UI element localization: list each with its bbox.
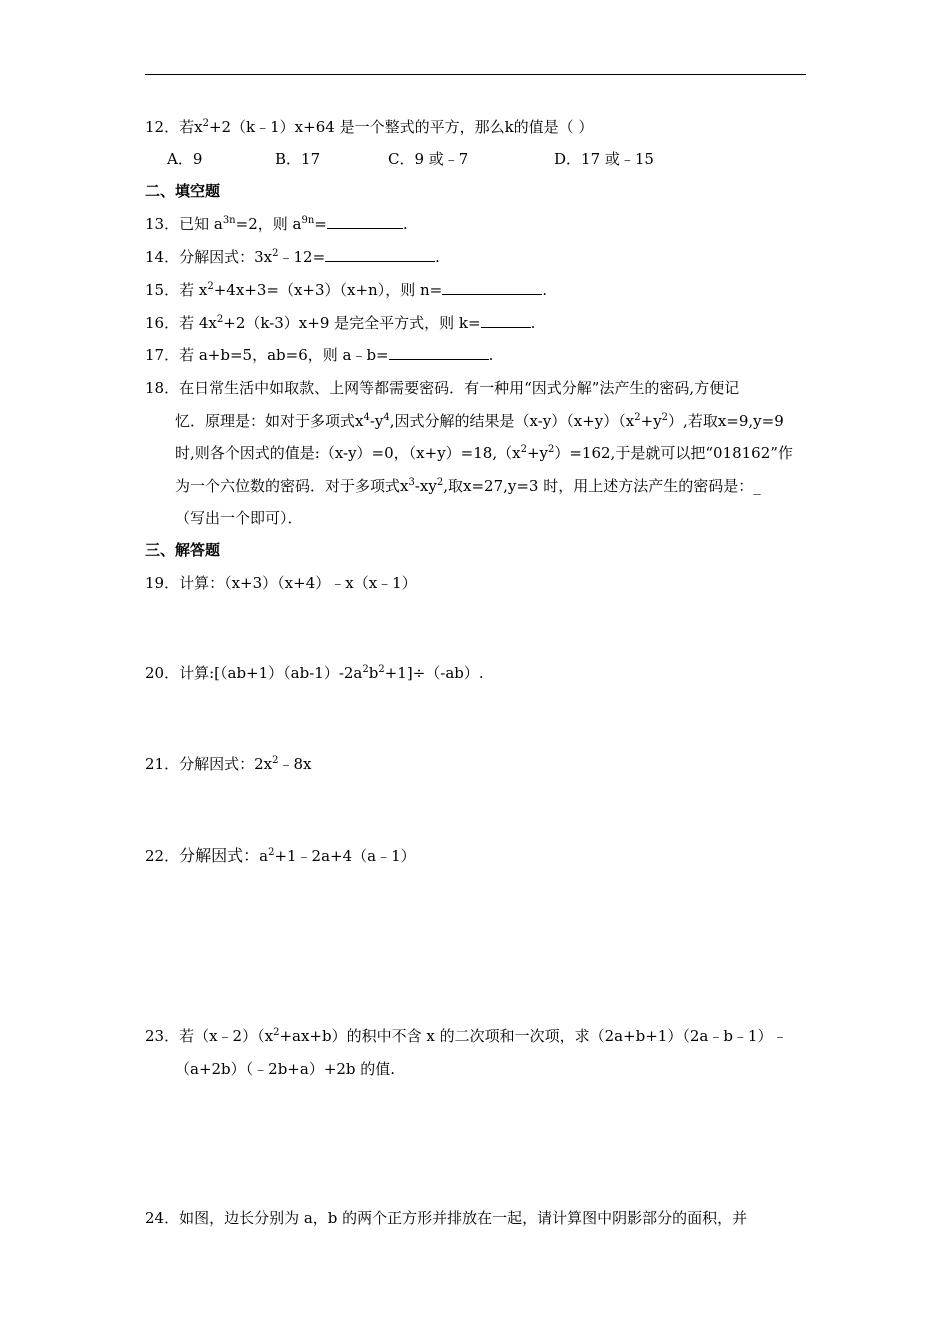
question-13: 13．已知 $a^{3n}=2$，则 $a^{9n}=$ . <box>145 215 408 233</box>
question-14: 14．分解因式：$3x^2﹣12=$ . <box>145 248 440 266</box>
question-16: 16．若 $4x^2+2(k-3)x+9$ 是完全平方式，则 k= . <box>145 314 536 332</box>
question-23: 23．若$(x﹣2)(x^2+ax+b)$的积中不含 x 的二次项和一次项，求（2a+b+1）（2a﹣b﹣1）﹣ <box>145 1027 788 1045</box>
option-c: C．9 或﹣7 <box>388 150 469 168</box>
answer-blank <box>481 313 531 328</box>
question-number: 12． <box>145 118 180 136</box>
question-18-line-3: 时,则各个因式的值是:（x-y）=0，$(x+y)=18,(x^2+y^2)=162$,于是就可以把“018162”作 <box>175 444 793 462</box>
question-18: 18．在日常生活中如取款、上网等都需要密码．有一种用“因式分解”法产生的密码,方便记 <box>145 379 740 397</box>
answer-blank <box>442 280 542 295</box>
question-21: 21．分解因式：$2x^2﹣8x$ <box>145 755 312 773</box>
question-15: 15．若 $x^2+4x+3=(x+3)(x+n)$，则 n= . <box>145 281 547 299</box>
question-23-line-2: （a+2b）（﹣2b+a）+2b 的值. <box>175 1060 396 1078</box>
section-solutions: 三、解答题 <box>145 541 221 559</box>
question-17: 17．若 a+b=5，ab=6，则 a﹣b= . <box>145 346 494 364</box>
option-d: D．17 或﹣15 <box>554 150 654 168</box>
answer-blank <box>327 214 403 229</box>
header-rule <box>145 74 806 75</box>
question-24: 24．如图，边长分别为 a，b 的两个正方形并排放在一起，请计算图中阴影部分的面积，并 <box>145 1209 748 1227</box>
option-a: A．9 <box>167 150 203 168</box>
question-18-line-5: （写出一个即可）． <box>175 509 303 527</box>
question-12: 12．若$x^2+2(k﹣1)x+64$ 是一个整式的平方，那么k的值是（ ） <box>145 118 594 136</box>
answer-blank <box>389 345 489 360</box>
option-b: B．17 <box>275 150 321 168</box>
question-19: 19．计算：（x+3）（x+4）﹣x（x﹣1） <box>145 574 417 592</box>
question-12-options <box>167 149 654 169</box>
question-18-line-4: 为一个六位数的密码．对于多项式$x^3-xy^2$,取x=27,y=3 时，用上述方法产生的密码是：_ <box>175 477 761 495</box>
section-fill-in: 二、填空题 <box>145 182 221 200</box>
question-20: 20．计算$:[(ab+1)(ab-1)-2a^2b^2+1]\div(-ab)$. <box>145 664 484 682</box>
question-22: 22．分解因式：$a^2+1﹣2a+4(a﹣1)$ <box>145 846 416 865</box>
answer-blank <box>325 247 435 262</box>
question-18-line-2: 忆．原理是：如对于多项式$x^4-y^4$,因式分解的结果是$(x-y)(x+y)(x^2+y^2)$,若取x=9,y=9 <box>175 412 784 430</box>
